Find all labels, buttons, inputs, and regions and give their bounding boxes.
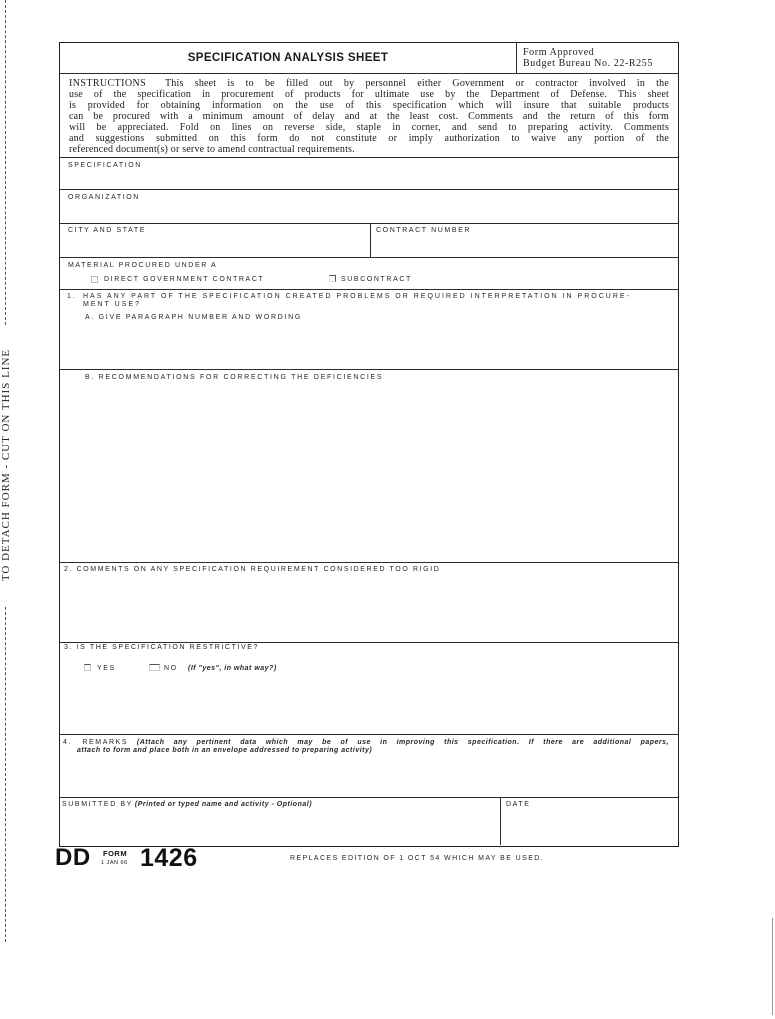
dd-mark: DD: [55, 844, 91, 871]
question-1a-label: A. GIVE PARAGRAPH NUMBER AND WORDING: [85, 314, 303, 321]
submitted-by-note: (Printed or typed name and activity - Optional): [134, 801, 313, 808]
instructions-text: [69, 78, 669, 155]
instructions-line: is provided for obtaining information on the use of this specification which will insure that suitable products: [69, 100, 669, 111]
instructions-line: will be appreciated. Fold on lines on reverse side, staple in corner, and send to preparing activity. Comments: [69, 122, 669, 133]
direct-contract-label: DIRECT GOVERNMENT CONTRACT: [104, 276, 265, 283]
organization-field[interactable]: [60, 190, 678, 224]
contract-number-label: CONTRACT NUMBER: [376, 227, 472, 234]
approval-line-1: Form Approved: [523, 47, 595, 58]
remarks-note-2: attach to form and place both in an envelope addressed to preparing activity): [77, 747, 373, 754]
form-header: [60, 43, 678, 74]
question-1b-section[interactable]: [60, 370, 678, 563]
instructions-section: [60, 74, 678, 158]
cut-line-upper: [5, 0, 6, 325]
question-1-number: 1.: [67, 293, 77, 300]
question-3-section: [60, 643, 678, 735]
no-label: NO: [164, 665, 178, 672]
no-checkbox[interactable]: [149, 664, 160, 671]
approval-box: [516, 43, 678, 73]
organization-label: ORGANIZATION: [68, 194, 140, 201]
material-procured-row: [60, 258, 678, 290]
instructions-line: referenced document(s) or serve to amend contractual requirements.: [69, 144, 355, 155]
date-label: DATE: [506, 801, 531, 808]
question-2-label: 2. COMMENTS ON ANY SPECIFICATION REQUIREMENT CONSIDERED TOO RIGID: [64, 566, 441, 573]
question-3-answer-area[interactable]: [60, 677, 678, 734]
instructions-line: use of the specification in procurement of products for ultimate use by the Department of Defense. This sheet: [69, 89, 669, 100]
question-1-text: [67, 293, 631, 301]
cut-line-lower: [5, 607, 6, 942]
yes-checkbox[interactable]: [84, 664, 91, 671]
specification-analysis-form: [59, 42, 679, 847]
city-state-field[interactable]: [60, 224, 370, 257]
cut-line-label: TO DETACH FORM - CUT ON THIS LINE: [0, 348, 12, 582]
submitted-by-field[interactable]: [60, 798, 500, 845]
city-contract-row: [60, 224, 678, 258]
direct-contract-checkbox[interactable]: [91, 276, 98, 283]
yes-label: YES: [97, 665, 116, 672]
form-word: FORM: [103, 849, 128, 858]
instructions-line: can be procured with a minimum amount of delay and at the least cost. Comments and the return of this form: [69, 111, 669, 122]
date-field[interactable]: [501, 798, 678, 845]
instructions-line: and suggestions submitted on this form do not constitute or imply authorization to waive any portion of the: [69, 133, 669, 144]
remarks-note-1: (Attach any pertinent data which may be of use in improving this specification. If there are additional papers,: [136, 739, 669, 746]
remarks-label: 4. REMARKS: [63, 739, 129, 746]
specification-label: SPECIFICATION: [68, 162, 142, 169]
submitted-by-text: [62, 801, 312, 809]
question-3-label: 3. IS THE SPECIFICATION RESTRICTIVE?: [64, 644, 260, 651]
instructions-heading: INSTRUCTIONS: [69, 78, 147, 89]
city-state-label: CITY AND STATE: [68, 227, 147, 234]
scan-edge-line: [772, 918, 773, 1015]
subcontract-checkbox[interactable]: [329, 275, 336, 282]
question-1-line-1: HAS ANY PART OF THE SPECIFICATION CREATED PROBLEMS OR REQUIRED INTERPRETATION IN PROCURE-: [83, 293, 631, 300]
replaces-edition-note: REPLACES EDITION OF 1 OCT 54 WHICH MAY BE USED.: [290, 855, 545, 862]
question-3-hint: (If "yes", in what way?): [188, 665, 277, 672]
form-number: 1426: [140, 844, 198, 872]
instructions-line: [69, 78, 669, 89]
question-1-line-2: MENT USE?: [83, 301, 141, 308]
remarks-section[interactable]: [60, 735, 678, 798]
specification-field[interactable]: [60, 158, 678, 190]
form-date: 1 JAN 66: [101, 860, 128, 866]
approval-line-2: Budget Bureau No. 22-R255: [523, 58, 653, 69]
material-procured-label: MATERIAL PROCURED UNDER A: [68, 262, 218, 269]
remarks-line-1: [63, 739, 669, 747]
question-1b-label: B. RECOMMENDATIONS FOR CORRECTING THE DEFICIENCIES: [85, 374, 384, 381]
form-title: SPECIFICATION ANALYSIS SHEET: [187, 52, 389, 64]
question-1-section[interactable]: [60, 290, 678, 370]
contract-number-field[interactable]: [371, 224, 678, 257]
question-2-section[interactable]: [60, 563, 678, 643]
instructions-line-text: This sheet is to be filled out by personnel either Government or contractor involved in the: [165, 78, 669, 89]
subcontract-label: SUBCONTRACT: [341, 276, 412, 283]
submitted-date-row: [60, 798, 678, 845]
submitted-by-label: SUBMITTED BY: [62, 801, 133, 808]
